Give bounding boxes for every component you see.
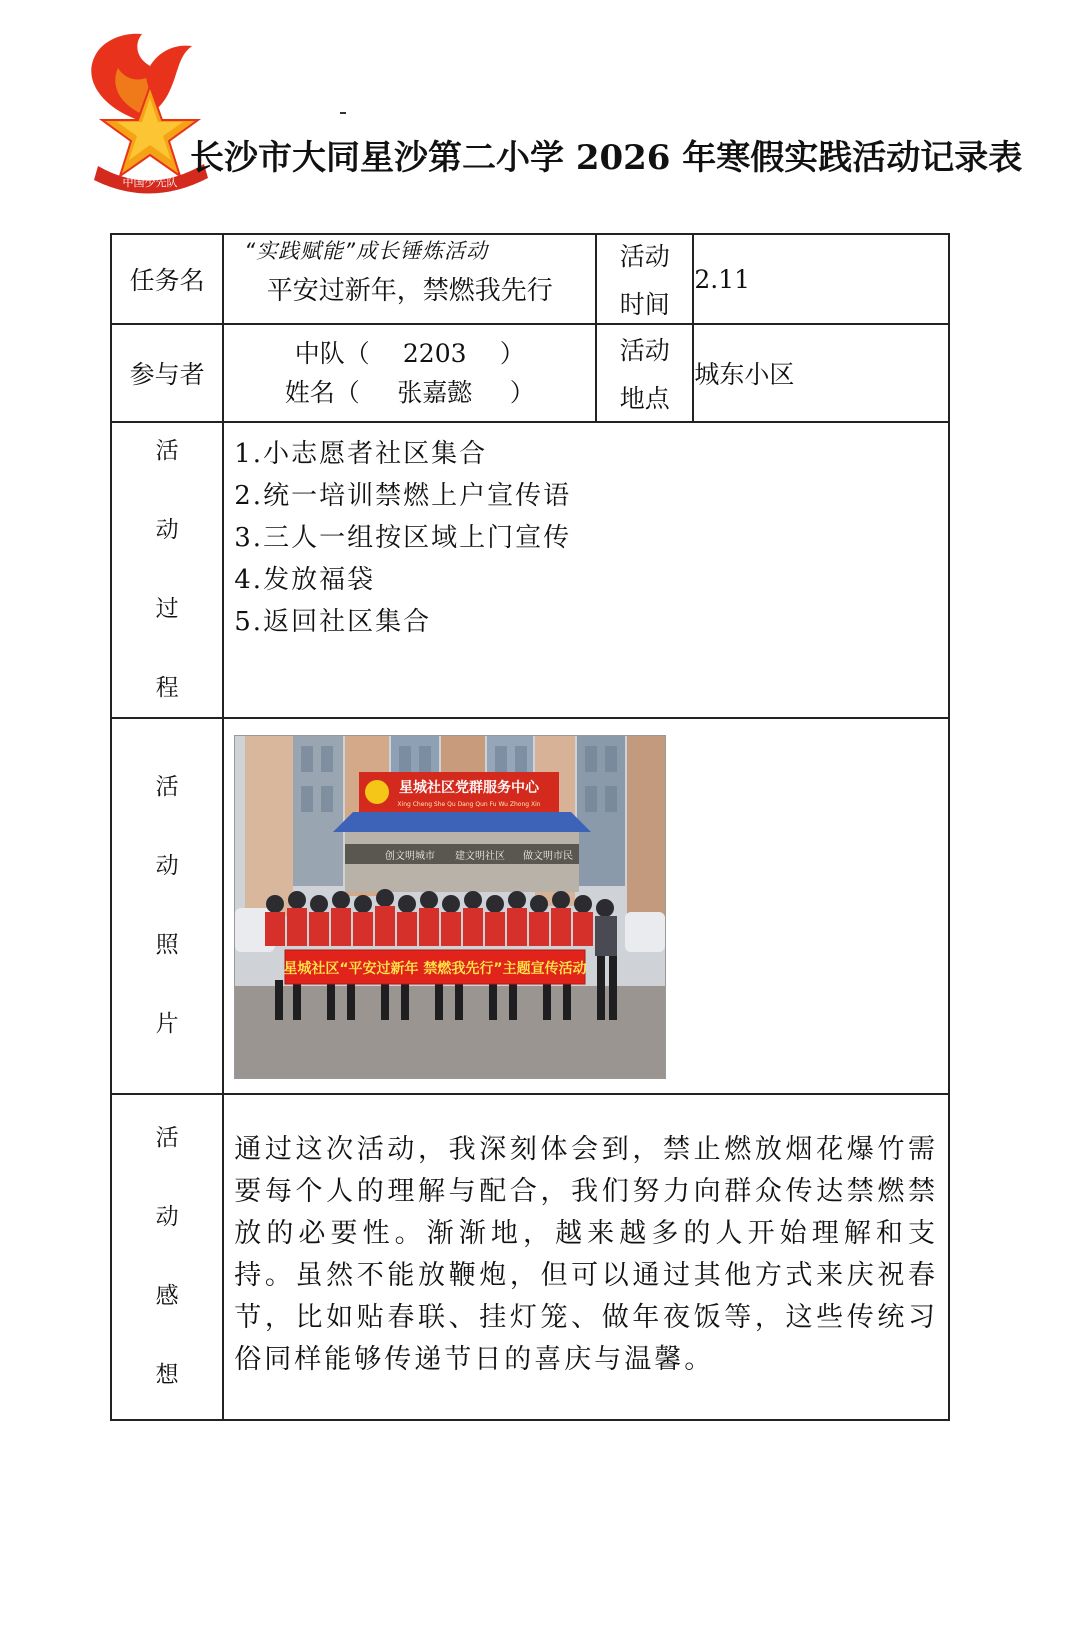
activity-photo-illustration <box>235 736 665 1078</box>
participant-row <box>111 324 949 422</box>
process-label-char: 动 <box>155 517 179 543</box>
name-value: 张嘉懿 <box>397 378 473 407</box>
photo-cell <box>223 718 949 1094</box>
task-name-cell <box>223 234 596 324</box>
place-label-cell <box>596 324 693 422</box>
process-label-char: 过 <box>155 596 179 622</box>
name-label: 姓名（ <box>284 378 360 407</box>
photo-label-char: 活 <box>155 774 179 800</box>
slogan-1: 创文明城市 <box>385 851 436 862</box>
squad-line <box>295 341 525 366</box>
time-label-cell <box>596 234 693 324</box>
reflection-label-cell <box>111 1094 223 1420</box>
task-name: 平安过新年，禁燃我先行 <box>266 275 553 306</box>
photo-label-char: 动 <box>155 853 179 879</box>
photo-label-char: 照 <box>155 932 179 958</box>
slogan-2: 建文明社区 <box>455 851 506 862</box>
time-value: 2.11 <box>693 234 949 324</box>
page-title: 长沙市大同星沙第二小学 2026 年寒假实践活动记录表 <box>190 138 1023 178</box>
handwritten-note: “实践赋能”成长锤炼活动 <box>244 239 489 263</box>
place-label-line1: 活动 <box>619 336 670 365</box>
sign-pinyin: Xing Cheng She Qu Dang Qun Fu Wu Zhong Xin <box>397 801 541 808</box>
sign-title: 星城社区党群服务中心 <box>399 780 540 796</box>
photo-row <box>111 718 949 1094</box>
reflection-cell <box>223 1094 949 1420</box>
photo-banner: 星城社区“平安过新年 禁燃我先行”主题宣传活动 <box>283 961 587 977</box>
participant-label: 参与者 <box>111 324 223 422</box>
slogan-3: 做文明市民 <box>523 851 574 862</box>
task-label: 任务名 <box>111 234 223 324</box>
reflection-label-char: 活 <box>155 1125 179 1151</box>
process-step: 1.小志愿者社区集合 <box>234 439 488 469</box>
reflection-label-char: 感 <box>155 1283 179 1309</box>
process-label-char: 程 <box>155 675 179 701</box>
reflection-text: 通过这次活动，我深刻体会到，禁止燃放烟花爆竹需要每个人的理解与配合，我们努力向群众传达禁燃禁放的必要性。渐渐地，越来越多的人开始理解和支持。虽然不能放鞭炮，但可以通过其他方式来庆祝春节，比如贴春联、挂灯笼、做年夜饭等，这些传统习俗同样能够传递节日的喜庆与温馨。 <box>234 1134 938 1375</box>
process-step: 2.统一培训禁燃上户宣传语 <box>234 481 572 511</box>
process-step: 4.发放福袋 <box>234 565 376 595</box>
place-value: 城东小区 <box>693 324 949 422</box>
scan-speck <box>340 112 346 114</box>
squad-close: ） <box>499 339 525 368</box>
task-row <box>111 234 949 324</box>
squad-value: 2203 <box>402 339 467 368</box>
process-label-cell <box>111 422 223 718</box>
place-label-line2: 地点 <box>619 384 670 413</box>
process-step: 3.三人一组按区域上门宣传 <box>234 523 572 553</box>
reflection-row <box>111 1094 949 1420</box>
activity-photo <box>234 735 666 1079</box>
reflection-label-char: 动 <box>155 1204 179 1230</box>
photo-label-char: 片 <box>155 1011 179 1037</box>
process-step: 5.返回社区集合 <box>234 607 432 637</box>
time-label-line1: 活动 <box>619 242 670 271</box>
name-close: ） <box>509 378 535 407</box>
time-label-line2: 时间 <box>619 290 670 319</box>
logo-badge-text: 中国少先队 <box>122 176 178 189</box>
record-table <box>110 233 950 1421</box>
process-label-char: 活 <box>155 438 179 464</box>
process-steps <box>224 423 948 643</box>
process-row <box>111 422 949 718</box>
name-line <box>285 380 535 405</box>
participant-cell <box>223 324 596 422</box>
squad-label: 中队（ <box>294 339 370 368</box>
photo-label-cell <box>111 718 223 1094</box>
reflection-label-char: 想 <box>155 1362 179 1388</box>
process-steps-cell <box>223 422 949 718</box>
